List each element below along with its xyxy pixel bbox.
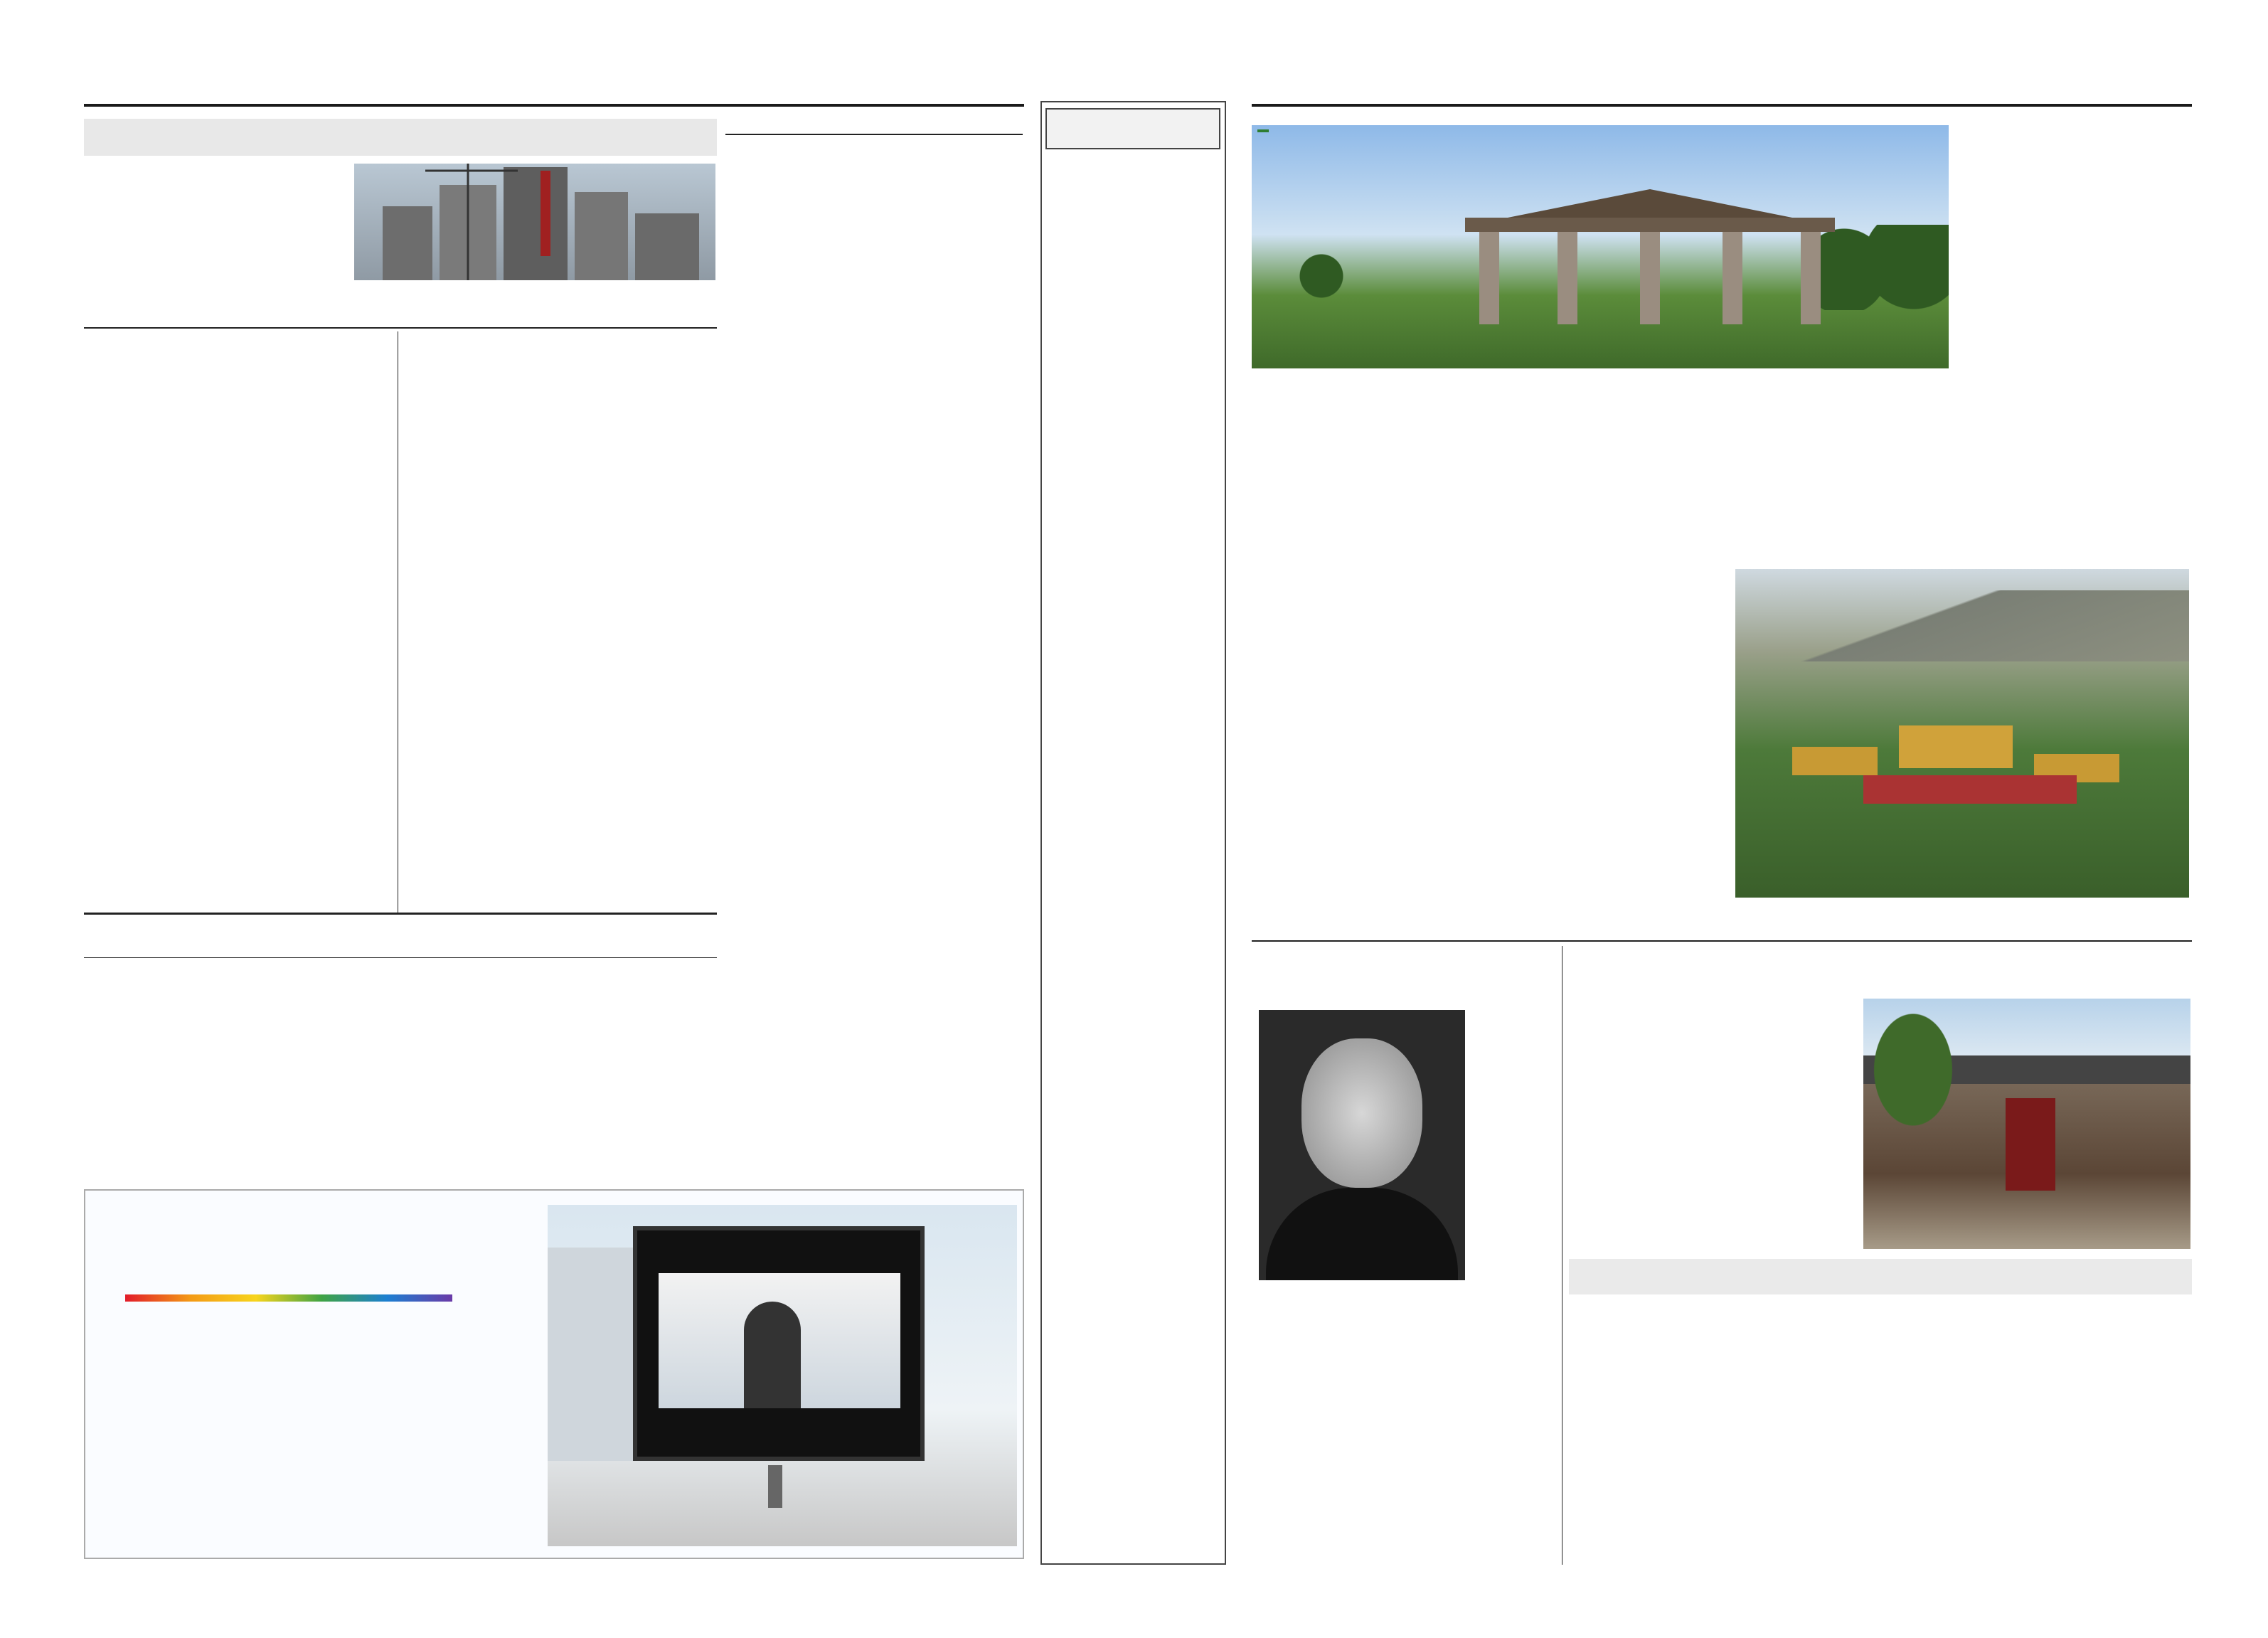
led-screen [633, 1226, 925, 1461]
construction-photo [354, 164, 715, 280]
palace-aerial-photo [1735, 569, 2189, 898]
yan-col-1 [1471, 1010, 1556, 1280]
palace-roofs [1792, 725, 2126, 811]
manchu-body [1576, 1300, 2188, 1565]
led-screen-image [659, 1273, 900, 1408]
yan-col-4 [1732, 946, 1896, 996]
recruit-column-1 [84, 331, 391, 900]
mgmt-body-top [728, 139, 936, 495]
tomb-column-3 [1622, 370, 1796, 562]
manchu-box [1569, 1259, 2192, 1565]
houses-top-rule [84, 913, 717, 915]
mountains [1735, 590, 2189, 661]
header-rule [84, 104, 1024, 107]
ad-screen-photo [548, 1205, 1017, 1546]
mgmt-body-bottom [728, 498, 1023, 1195]
mid-title-box [1045, 108, 1220, 149]
ad-color-bar [125, 1294, 452, 1302]
section-tag-travel [1257, 129, 1269, 132]
recruit-rule [84, 327, 717, 329]
progress-body [84, 164, 348, 280]
ad-banner [84, 1189, 1024, 1559]
header-rule [1252, 104, 2192, 107]
tomb-photo [1252, 125, 1949, 368]
screen-pole [768, 1465, 782, 1508]
houses-title-rule [84, 957, 717, 958]
portrait-face [1301, 1038, 1422, 1188]
right-page-header [1252, 77, 2192, 104]
yan-top-rule [1252, 940, 2192, 942]
residence-tree [1863, 999, 1963, 1141]
screen-person [744, 1302, 801, 1408]
building-illustration [354, 164, 715, 280]
manchu-title-bar [1569, 1259, 2192, 1294]
residence-door [2006, 1098, 2055, 1191]
residence-photo [1863, 999, 2190, 1249]
building-backdrop [548, 1248, 633, 1461]
ad-features [555, 1504, 1010, 1543]
yan-portrait [1259, 1010, 1465, 1280]
tomb-column-1 [1252, 370, 1427, 925]
yan-col-5 [1913, 964, 2183, 1000]
mgmt-top-rule [725, 134, 1023, 135]
tomb-column-2 [1437, 370, 1611, 925]
progress-title-bar [84, 119, 717, 156]
left-page-header [84, 77, 1024, 104]
stone-archway [1465, 189, 1835, 324]
portrait-body [1266, 1188, 1458, 1280]
yan-col-2 [1259, 1287, 1558, 1565]
mid-body [1053, 158, 1216, 1552]
recruit-column-2 [404, 331, 717, 900]
